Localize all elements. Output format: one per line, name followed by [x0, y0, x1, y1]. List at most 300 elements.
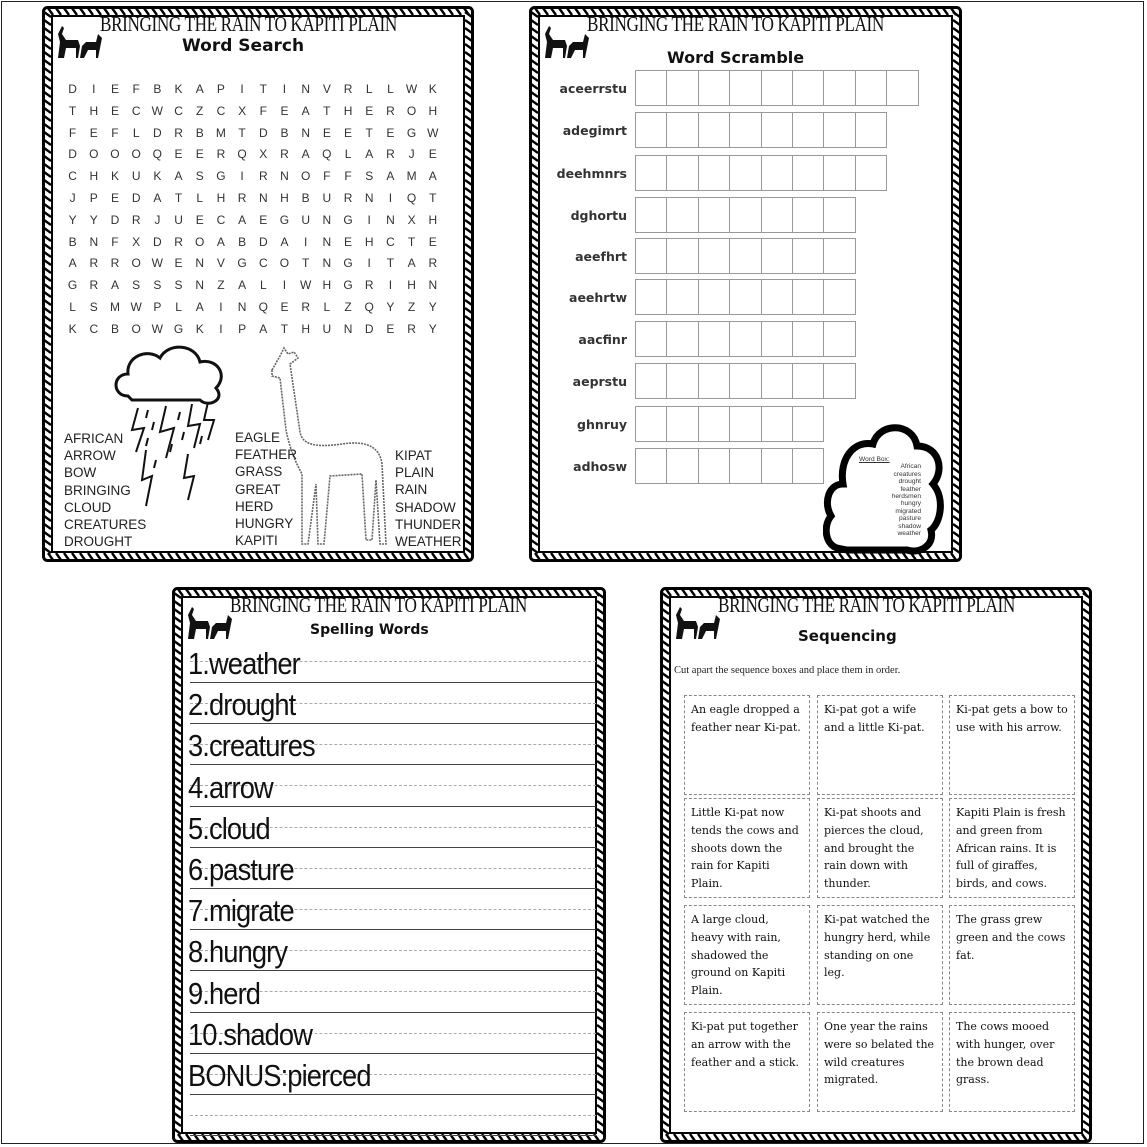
word-list-item: HUNGRY [235, 516, 294, 532]
grid-letter: R [343, 190, 353, 205]
letter-box[interactable] [698, 321, 730, 357]
letter-box[interactable] [761, 321, 793, 357]
grid-letter: D [110, 212, 120, 227]
grid-row [62, 213, 443, 235]
grid-letter: S [153, 278, 162, 293]
grid-letter: D [258, 234, 268, 249]
grid-letter: V [322, 82, 331, 96]
grid-letter: D [131, 190, 141, 205]
grid-row [62, 126, 443, 148]
sequence-box[interactable]: A large cloud, heavy with rain, shadowed the ground on Kapiti Plain. [684, 905, 810, 1005]
grid-letter: J [154, 212, 161, 227]
grid-letter: E [174, 147, 183, 162]
grid-letter: C [216, 103, 226, 118]
grid-letter: C [89, 321, 99, 336]
letter-box[interactable] [886, 70, 918, 106]
writing-line [190, 1135, 596, 1136]
grid-letter: Z [407, 299, 416, 314]
grid-letter: G [67, 278, 78, 293]
word-box-item: African [900, 463, 921, 471]
grid-letter: K [110, 169, 119, 184]
grid-letter: F [111, 234, 119, 249]
grid-letter: G [279, 212, 290, 227]
letter-box[interactable] [666, 238, 698, 274]
sequence-box[interactable]: Little Ki-pat now tends the cows and shoots down the rain for Kapiti Plain. [684, 798, 810, 898]
scrambled-word: aacfinr [578, 331, 627, 347]
spelling-word: 2.drought [188, 687, 296, 723]
grid-row [62, 278, 443, 300]
page-subtitle: Sequencing [798, 627, 897, 645]
letter-box[interactable] [698, 363, 730, 399]
letter-box[interactable] [761, 406, 793, 442]
letter-box[interactable] [698, 279, 730, 315]
word-box [859, 456, 931, 537]
grid-letter: C [174, 103, 183, 118]
writing-line [190, 806, 596, 807]
grid-letter: Q [152, 147, 163, 162]
grid-letter: T [429, 190, 437, 205]
dashed-midline [190, 1115, 596, 1116]
grid-letter: R [386, 147, 395, 162]
word-list-column-3 [395, 447, 462, 550]
word-list-item: SHADOW [395, 499, 456, 515]
grid-letter: E [365, 103, 374, 118]
grid-letter: N [237, 299, 247, 314]
letter-box[interactable] [635, 238, 667, 274]
scrambled-word: dghortu [570, 207, 627, 223]
letter-box[interactable] [761, 448, 793, 484]
grid-letter: P [238, 321, 247, 336]
grid-letter: W [151, 103, 163, 118]
grid-letter: H [280, 190, 289, 205]
grid-letter: X [238, 103, 247, 118]
grid-letter: Q [258, 299, 268, 314]
word-box-item: herdsmen [891, 493, 921, 501]
grid-letter: E [195, 212, 204, 227]
letter-box[interactable] [761, 238, 793, 274]
page-subtitle: Spelling Words [310, 622, 429, 638]
letter-box[interactable] [729, 238, 761, 274]
grid-letter: I [219, 299, 223, 314]
letter-box[interactable] [698, 155, 730, 191]
grid-letter: R [258, 169, 268, 184]
sequence-box[interactable]: Ki-pat got a wife and a little Ki-pat. [817, 695, 943, 795]
grid-letter: S [365, 169, 374, 184]
grid-letter: H [343, 103, 353, 118]
grid-letter: U [322, 190, 332, 205]
word-box-item: hungry [900, 500, 921, 508]
grid-letter: L [344, 147, 352, 162]
letter-box[interactable] [792, 406, 824, 442]
sequence-box[interactable]: Ki-pat shoots and pierces the cloud, and brought the rain down with thunder. [817, 798, 943, 898]
grid-letter: L [132, 125, 140, 140]
letter-box[interactable] [729, 448, 761, 484]
grid-letter: G [343, 278, 353, 293]
letter-box[interactable] [698, 70, 730, 106]
grid-letter: G [343, 212, 353, 227]
scrambled-word: adegimrt [562, 122, 627, 138]
letter-box[interactable] [666, 70, 698, 106]
grid-letter: I [388, 190, 393, 205]
grid-letter: H [428, 212, 438, 227]
letter-box[interactable] [792, 197, 824, 233]
spelling-word: 4.arrow [188, 769, 273, 805]
sequence-box[interactable]: The cows mooed with hunger, over the brown dead grass. [949, 1012, 1075, 1112]
grid-row [62, 82, 443, 104]
letter-box[interactable] [855, 155, 887, 191]
grid-letter: H [428, 103, 438, 118]
page-subtitle: Word Scramble [667, 48, 805, 67]
grid-letter: H [407, 278, 416, 293]
letter-box[interactable] [729, 363, 761, 399]
word-list-item: CREATURES [64, 517, 147, 533]
grid-letter: B [110, 321, 119, 336]
grid-letter: Z [344, 299, 352, 314]
word-list-item: WEATHER [395, 534, 462, 550]
letter-box[interactable] [666, 155, 698, 191]
grid-letter: R [174, 125, 183, 140]
letter-box[interactable] [666, 112, 698, 148]
grid-letter: H [89, 103, 99, 118]
antelope-icon [52, 20, 104, 60]
grid-letter: I [367, 256, 371, 271]
grid-letter: E [259, 212, 268, 227]
letter-box[interactable] [698, 448, 730, 484]
grid-letter: G [343, 256, 353, 271]
grid-letter: J [69, 190, 76, 205]
letter-box[interactable] [792, 321, 824, 357]
grid-letter: M [215, 125, 226, 140]
grid-letter: V [216, 256, 225, 271]
sequencing-page [660, 587, 1092, 1143]
grid-letter: F [323, 169, 331, 184]
letter-box[interactable] [729, 406, 761, 442]
letter-box[interactable] [792, 448, 824, 484]
scramble-row [549, 279, 855, 315]
grid-letter: O [89, 147, 99, 162]
letter-box[interactable] [635, 406, 667, 442]
writing-line [190, 929, 596, 930]
grid-letter: I [282, 278, 287, 293]
grid-letter: R [428, 256, 438, 271]
grid-letter: R [343, 82, 353, 96]
letter-box[interactable] [761, 112, 793, 148]
spelling-word: 7.migrate [188, 893, 294, 929]
letter-box[interactable] [792, 112, 824, 148]
grid-letter: I [92, 82, 96, 96]
letter-box[interactable] [635, 279, 667, 315]
grid-letter: K [174, 82, 183, 96]
grid-letter: O [131, 321, 141, 336]
word-list-item: CLOUD [64, 499, 112, 515]
word-list-item: KIPAT [395, 448, 433, 463]
grid-letter: P [153, 299, 162, 314]
grid-letter: D [153, 125, 162, 140]
letter-box[interactable] [666, 197, 698, 233]
sequence-box[interactable]: Ki-pat gets a bow to use with his arrow. [949, 695, 1075, 795]
grid-letter: T [365, 125, 373, 140]
grid-letter: Y [68, 212, 77, 227]
word-list-item: BRINGING [64, 482, 131, 498]
letter-box[interactable] [666, 363, 698, 399]
letter-box[interactable] [761, 70, 793, 106]
grid-letter: G [237, 256, 247, 271]
grid-letter: N [280, 169, 289, 184]
word-list-item: AFRICAN [64, 431, 124, 446]
word-box-item: weather [897, 530, 921, 538]
antelope-icon [670, 601, 722, 641]
grid-letter: K [68, 321, 77, 336]
grid-letter: E [110, 190, 119, 205]
grid-letter: R [280, 147, 289, 162]
word-list-item: RAIN [395, 482, 428, 498]
grid-letter: L [259, 278, 267, 293]
grid-letter: D [364, 321, 374, 336]
grid-letter: F [111, 125, 119, 140]
letter-box[interactable] [823, 197, 855, 233]
letter-box[interactable] [855, 112, 887, 148]
word-scramble-page [529, 6, 962, 562]
letter-box[interactable] [729, 112, 761, 148]
grid-letter: G [216, 169, 226, 184]
word-box-item: feather [900, 485, 921, 493]
letter-box[interactable] [635, 70, 667, 106]
grid-letter: E [428, 234, 437, 249]
grid-letter: S [132, 278, 141, 293]
grid-letter: N [301, 82, 310, 96]
letter-box[interactable] [666, 279, 698, 315]
grid-letter: R [174, 234, 183, 249]
letter-box[interactable] [729, 70, 761, 106]
grid-letter: Q [364, 299, 374, 314]
grid-letter: R [386, 103, 395, 118]
grid-letter: I [282, 82, 287, 96]
grid-letter: T [68, 103, 77, 118]
grid-letter: N [195, 278, 205, 293]
grid-letter: X [132, 234, 141, 249]
sequence-box[interactable]: An eagle dropped a feather near Ki-pat. [684, 695, 810, 795]
scramble-row [549, 155, 886, 191]
word-box-item: migrated [895, 507, 921, 515]
letter-box[interactable] [698, 238, 730, 274]
grid-letter: U [301, 212, 310, 227]
letter-box[interactable] [823, 363, 855, 399]
sequence-box[interactable]: Kapiti Plain is fresh and green from African rains. It is full of giraffes, birds, and cows. [949, 798, 1075, 898]
antelope-icon [539, 20, 591, 60]
writing-line [190, 1094, 596, 1095]
letter-box[interactable] [761, 197, 793, 233]
letter-box[interactable] [823, 70, 855, 106]
letter-box[interactable] [729, 321, 761, 357]
letter-box[interactable] [792, 238, 824, 274]
spelling-word: 5.cloud [188, 810, 270, 846]
grid-letter: O [300, 169, 311, 184]
letter-box[interactable] [729, 279, 761, 315]
word-box-item: shadow [898, 522, 921, 530]
grid-letter: R [364, 278, 374, 293]
sequence-box[interactable]: One year the rains were so belated the wild creatures migrated. [817, 1012, 943, 1112]
letter-box[interactable] [729, 197, 761, 233]
spelling-word: 9.herd [188, 975, 261, 1011]
letter-box[interactable] [792, 279, 824, 315]
grid-letter: B [280, 125, 289, 140]
grid-letter: A [280, 234, 289, 249]
grid-letter: D [68, 147, 77, 162]
letter-box[interactable] [761, 155, 793, 191]
grid-letter: N [195, 256, 205, 271]
letter-box[interactable] [761, 363, 793, 399]
letter-box[interactable] [823, 321, 855, 357]
grid-letter: N [322, 256, 332, 271]
grid-letter: T [323, 103, 331, 118]
letter-box[interactable] [792, 363, 824, 399]
writing-line [190, 847, 596, 848]
spelling-words-page [172, 587, 606, 1143]
grid-letter: E [174, 256, 183, 271]
letter-box[interactable] [635, 448, 667, 484]
letter-box[interactable] [635, 363, 667, 399]
spelling-word: 8.hungry [188, 934, 288, 970]
letter-box[interactable] [792, 70, 824, 106]
grid-letter: E [280, 299, 289, 314]
grid-letter: B [301, 190, 310, 205]
grid-letter: R [237, 190, 247, 205]
grid-letter: S [195, 169, 204, 184]
grid-letter: D [68, 82, 77, 96]
grid-letter: D [153, 234, 162, 249]
grid-letter: L [69, 299, 76, 314]
grid-letter: A [365, 147, 374, 162]
letter-box[interactable] [823, 238, 855, 274]
grid-letter: N [322, 212, 332, 227]
grid-letter: S [89, 299, 98, 314]
grid-letter: R [131, 212, 141, 227]
grid-letter: E [280, 103, 289, 118]
grid-letter: O [195, 234, 205, 249]
grid-letter: A [68, 256, 77, 271]
letter-box[interactable] [666, 406, 698, 442]
grid-letter: A [238, 212, 247, 227]
word-list-item: BOW [64, 465, 97, 481]
sequence-box[interactable]: Ki-pat watched the hungry herd, while standing on one leg. [817, 905, 943, 1005]
grid-letter: M [406, 169, 417, 184]
instruction-text: Cut apart the sequence boxes and place them in order. [674, 665, 901, 676]
grid-letter: E [386, 321, 395, 336]
grid-letter: Q [237, 147, 247, 162]
letter-box[interactable] [635, 321, 667, 357]
word-list-item: GREAT [235, 481, 281, 497]
scramble-row [549, 70, 918, 106]
sequence-box[interactable]: The grass grew green and the cows fat. [949, 905, 1075, 1005]
writing-line [190, 723, 596, 724]
header-title: BRINGING THE RAIN TO KAPITI PLAIN [718, 593, 1015, 617]
letter-box[interactable] [792, 155, 824, 191]
grid-letter: C [131, 103, 141, 118]
grid-letter: A [153, 190, 162, 205]
writing-line [190, 1053, 596, 1054]
grid-letter: L [323, 299, 331, 314]
letter-box[interactable] [823, 155, 855, 191]
grid-letter: E [322, 125, 331, 140]
grid-letter: Y [428, 299, 437, 314]
letter-box[interactable] [635, 112, 667, 148]
letter-box[interactable] [666, 321, 698, 357]
word-list-item: EAGLE [235, 430, 281, 445]
letter-box[interactable] [698, 406, 730, 442]
letter-box[interactable] [823, 112, 855, 148]
grid-letter: R [89, 278, 99, 293]
grid-row [62, 235, 443, 257]
grid-letter: J [408, 147, 415, 162]
grid-letter: E [195, 147, 204, 162]
letter-box[interactable] [823, 279, 855, 315]
grid-letter: Y [428, 321, 437, 336]
letter-box[interactable] [698, 112, 730, 148]
word-list-item: THUNDER [395, 516, 461, 532]
word-box-title: Word Box: [859, 456, 890, 463]
grid-letter: R [110, 256, 120, 271]
grid-letter: A [195, 82, 204, 96]
scrambled-word: adhosw [573, 458, 627, 474]
letter-box[interactable] [635, 197, 667, 233]
grid-letter: U [174, 212, 183, 227]
letter-box[interactable] [729, 155, 761, 191]
letter-box[interactable] [635, 155, 667, 191]
grid-letter: N [364, 190, 374, 205]
grid-letter: E [89, 125, 98, 140]
sequence-box[interactable]: Ki-pat put together an arrow with the feather and a stick. [684, 1012, 810, 1112]
grid-letter: H [89, 169, 99, 184]
grid-letter: H [301, 321, 310, 336]
grid-letter: R [216, 147, 226, 162]
grid-letter: Z [196, 103, 204, 118]
grid-letter: N [89, 234, 99, 249]
grid-letter: A [238, 278, 247, 293]
grid-letter: R [89, 256, 99, 271]
spelling-word: 10.shadow [188, 1016, 313, 1052]
letter-box[interactable] [666, 448, 698, 484]
header-title: BRINGING THE RAIN TO KAPITI PLAIN [100, 12, 397, 36]
grid-letter: A [428, 169, 437, 184]
grid-letter: T [280, 321, 289, 336]
grid-letter: W [405, 82, 418, 96]
scramble-row [549, 112, 886, 148]
grid-letter: W [151, 321, 163, 336]
scramble-row [549, 448, 823, 484]
grid-letter: L [387, 82, 394, 96]
grid-letter: B [238, 234, 247, 249]
grid-letter: N [428, 278, 438, 293]
letter-box[interactable] [761, 279, 793, 315]
grid-letter: F [344, 169, 352, 184]
grid-letter: N [386, 212, 395, 227]
grid-letter: A [301, 147, 310, 162]
grid-letter: S [174, 278, 183, 293]
word-list-item: KAPITI [235, 533, 278, 549]
writing-line [190, 970, 596, 971]
grid-letter: B [68, 234, 77, 249]
grid-letter: W [427, 125, 439, 140]
letter-box[interactable] [698, 197, 730, 233]
grid-letter: W [151, 256, 163, 271]
grid-letter: F [68, 125, 77, 140]
scramble-row [549, 363, 855, 399]
grid-letter: C [68, 169, 77, 184]
writing-line [190, 682, 596, 683]
scrambled-word: aeprstu [572, 373, 627, 389]
grid-letter: A [259, 321, 268, 336]
letter-box[interactable] [855, 70, 887, 106]
